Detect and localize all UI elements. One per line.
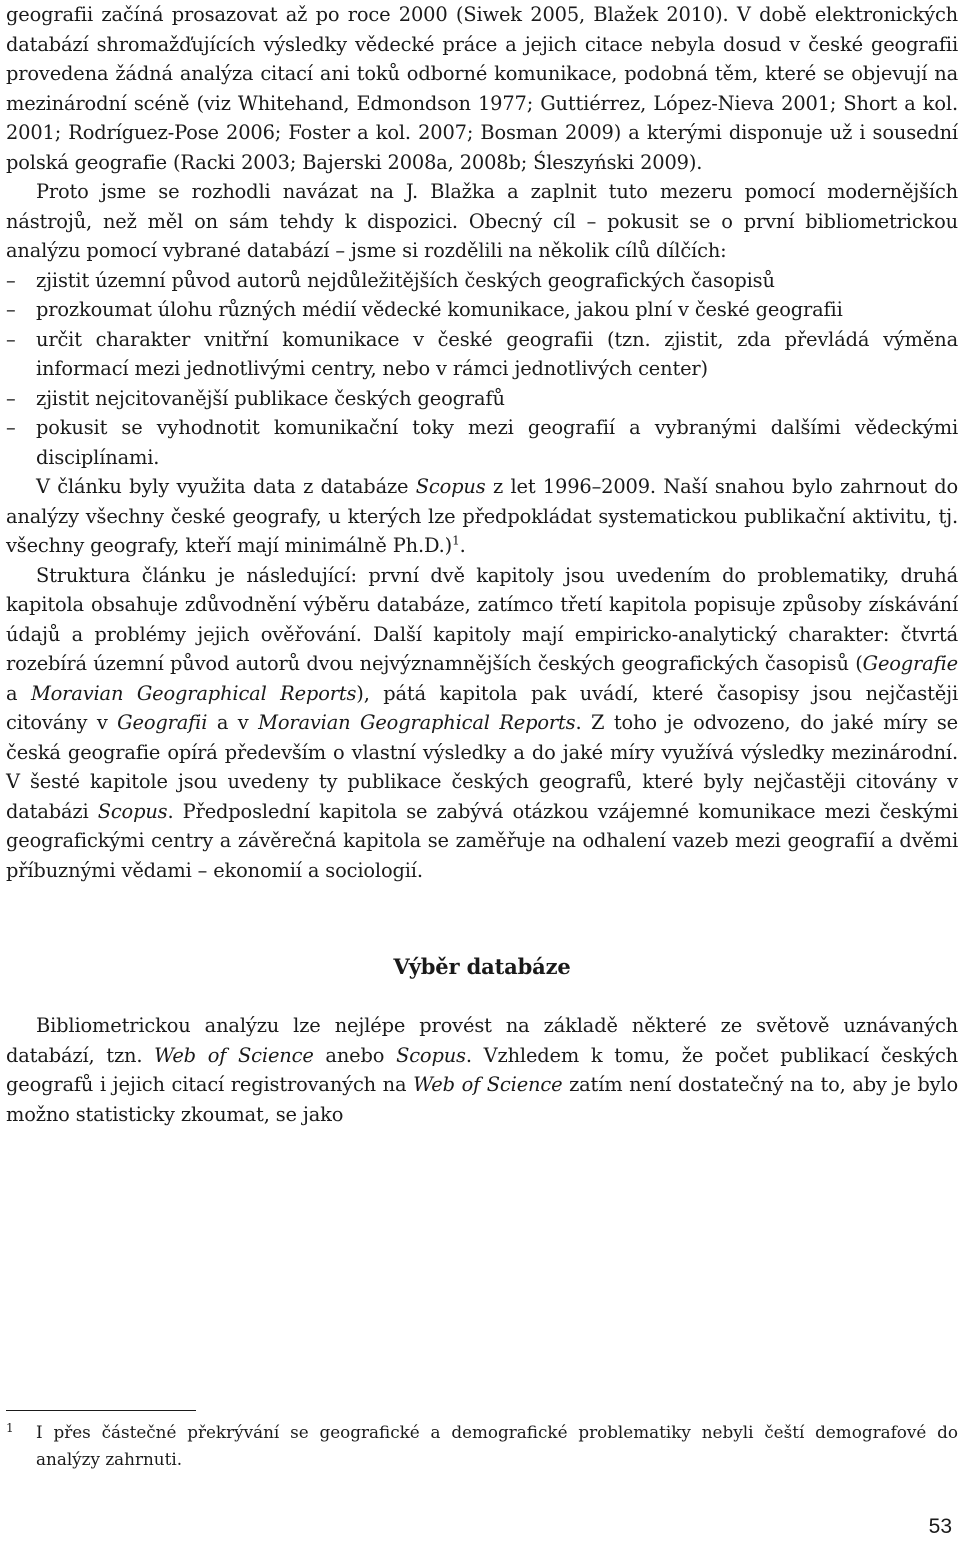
- text-run: Bibliometrickou analýzu lze nejlépe provést na základě některé ze světově uznávaných databází, tzn.: [6, 1014, 958, 1067]
- footnote-divider: [6, 1410, 196, 1411]
- database-name-scopus: Scopus: [97, 799, 168, 823]
- page-number: 53: [928, 1515, 952, 1538]
- footnote: [6, 1419, 958, 1472]
- paragraph-database-choice: [6, 1011, 958, 1129]
- text-run: . Z toho je odvozeno, do jaké míry se česká geografie opírá především o vlastní výsledky a do jaké míry využívá výsledky mezinárodní. V šesté kapitole jsou uvedeny ty publikace českých geografů, které byly nejčastěji citovány v databázi: [6, 711, 959, 823]
- section-heading: Výběr databáze: [393, 954, 571, 979]
- journal-name-mgr: Moravian Geographical Reports: [30, 681, 357, 705]
- footnote-reference[interactable]: 1: [452, 533, 460, 548]
- goals-list: [6, 266, 958, 473]
- text-run: anebo: [313, 1043, 397, 1067]
- database-name-wos: Web of Science: [154, 1043, 314, 1067]
- text-run: Struktura článku je následující: první dvě kapitoly jsou uvedením do problematiky, druhá kapitola obsahuje zdůvodnění výběru databáze, zatímco třetí kapitola popisuje způsoby získávání údajů a problémy jejich ověřování. Další kapitoly mají empiricko-analytický charakter: čtvrtá rozebírá územní původ autorů dvou nejvýznamnějších českých geografických časopisů (: [6, 563, 958, 675]
- goal-item: – pokusit se vyhodnotit komunikační toky mezi geografií a vybranými dalšími vědeckými disciplínami.: [6, 413, 958, 472]
- goal-item: – prozkoumat úlohu různých médií vědecké komunikace, jakou plní v české geografii: [6, 295, 958, 325]
- text-run: .: [459, 534, 466, 557]
- text-run: z let 1996–2009. Naší snahou bylo zahrnout do analýzy všechny české geografy, u kterých lze předpokládat systematickou publikační aktivitu, tj. všechny geografy, kteří mají minimálně Ph.D.): [6, 475, 958, 557]
- paragraph-aims: [6, 177, 958, 266]
- main-text: [6, 0, 958, 1129]
- database-name-scopus: Scopus: [396, 1043, 466, 1067]
- footnote-mark: 1: [6, 1421, 14, 1435]
- journal-name-mgr: Moravian Geographical Reports: [258, 711, 576, 734]
- goal-item: – zjistit nejcitovanější publikace českých geografů: [6, 384, 958, 414]
- journal-name-geografie: Geografie: [862, 652, 958, 675]
- text-run: a v: [207, 711, 259, 734]
- paragraph-text: geografii začíná prosazovat až po roce 2000 (Siwek 2005, Blažek 2010). V době elektronických databází shromažďujících výsledky vědecké práce a jejich citace nebyla dosud v české geografii provedena žádná analýza citací ani toků odborné komunikace, podobná těm, které se objevují na mezinárodní scéně (viz Whitehand, Edmondson 1977; Guttiérrez, López-Nieva 2001; Short a kol. 2001; Rodríguez-Pose 2006; Foster a kol. 2007; Bosman 2009) a kterými disponuje už i sousední polská geografie (Racki 2003; Bajerski 2008a, 2008b; Śleszyński 2009).: [6, 3, 958, 174]
- paragraph-text: Proto jsme se rozhodli navázat na J. Blažka a zaplnit tuto mezeru pomocí modernějších nástrojů, než měl on sám tehdy k dispozici. Obecný cíl – pokusit se o první bibliometrickou analýzu pomocí vybrané databází – jsme si rozdělili na několik cílů dílčích:: [6, 180, 958, 262]
- database-name-wos: Web of Science: [413, 1073, 563, 1096]
- footnote-text: I přes částečné překrývání se geografické a demografické problematiky nebyli čeští demografové do analýzy zahrnuti.: [36, 1422, 958, 1469]
- paragraph-intro-continuation: [6, 0, 958, 177]
- paragraph-structure: [6, 561, 958, 886]
- text-run: a: [6, 681, 31, 705]
- text-run: . Vzhledem k tomu, že počet publikací českých geografů i jejich citací registrovaných na: [6, 1043, 959, 1096]
- page-body: [6, 0, 959, 1538]
- text-run: ), pátá kapitola pak uvádí, které časopisy jsou nejčastěji citovány v: [6, 681, 958, 734]
- goal-item: – zjistit územní původ autorů nejdůležitějších českých geografických časopisů: [6, 266, 958, 296]
- journal-name-scopus: Scopus: [415, 475, 486, 498]
- text-run: . Předposlední kapitola se zabývá otázkou vzájemné komunikace mezi českými geografickými centry a závěrečná kapitola se zaměřuje na odhalení vazeb mezi geografií a dvěmi příbuznými vědami – ekonomií a sociologií.: [6, 799, 958, 882]
- goal-item: – určit charakter vnitřní komunikace v české geografii (tzn. zjistit, zda převládá výměna informací mezi jednotlivými centry, nebo v rámci jednotlivých center): [6, 325, 958, 384]
- text-run: zatím není dostatečný na to, aby je bylo možno statisticky zkoumat, se jako: [6, 1073, 958, 1126]
- paragraph-data-source: [6, 472, 958, 561]
- text-run: V článku byly využita data z databáze: [36, 475, 416, 498]
- journal-name-geografii: Geografii: [117, 711, 208, 734]
